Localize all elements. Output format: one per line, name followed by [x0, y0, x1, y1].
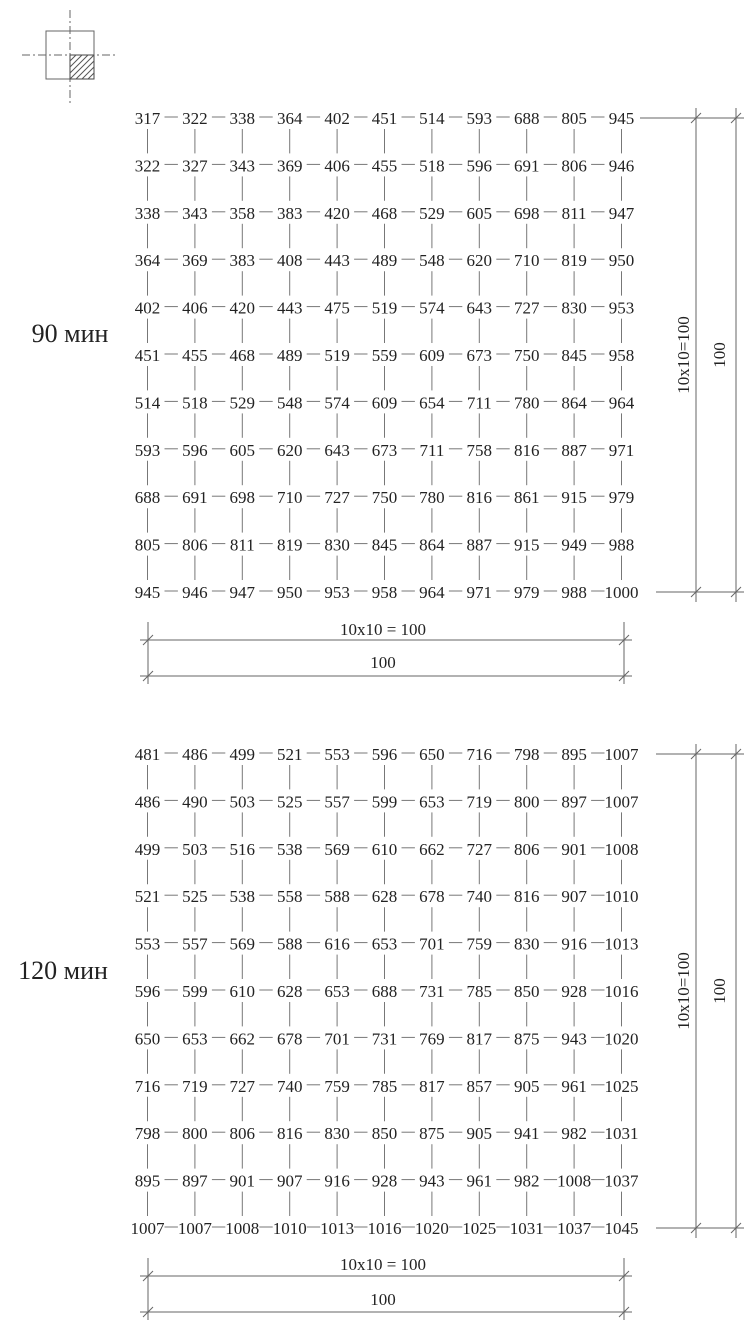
temperature-value: 662	[419, 839, 445, 859]
temperature-value: 946	[182, 583, 208, 602]
dimension-label: 100	[710, 342, 729, 368]
temperature-value: 941	[513, 1124, 540, 1144]
temperature-value: 451	[371, 109, 398, 128]
temperature-value: 653	[371, 934, 398, 954]
temperature-value: 780	[513, 393, 540, 413]
temperature-value: 800	[182, 1124, 208, 1144]
temperature-value: 727	[513, 298, 540, 318]
temperature-value: 643	[324, 440, 350, 460]
temperature-value: 943	[419, 1171, 445, 1191]
temperature-value: 327	[182, 156, 208, 176]
temperature-value: 950	[608, 251, 635, 271]
temperature-value: 895	[134, 1171, 161, 1191]
temperature-value: 662	[229, 1029, 256, 1049]
temperature-value: 610	[229, 982, 256, 1001]
temperature-value: 557	[324, 792, 350, 812]
horizontal-dimension-outer	[140, 648, 632, 684]
temperature-value: 620	[276, 440, 303, 460]
temperature-value: 588	[324, 887, 350, 907]
temperature-value: 816	[466, 488, 493, 508]
temperature-value: 322	[134, 156, 161, 176]
temperature-value: 698	[513, 203, 540, 223]
quarter-hatch-icon	[70, 55, 94, 79]
temperature-value: 711	[419, 440, 445, 460]
temperature-value: 499	[134, 839, 161, 859]
temperature-value: 915	[513, 535, 540, 555]
temperature-value: 678	[419, 887, 445, 907]
temperature-value: 514	[134, 393, 161, 413]
temperature-value: 596	[466, 156, 493, 176]
temperature-value: 525	[182, 887, 208, 907]
temperature-value: 988	[608, 535, 635, 555]
temperature-value: 798	[134, 1124, 161, 1144]
temperature-value: 701	[419, 934, 445, 954]
temperature-value: 731	[419, 982, 445, 1001]
temperature-value: 750	[371, 488, 398, 508]
temperature-value: 455	[371, 156, 398, 176]
temperature-value: 628	[371, 887, 398, 907]
temperature-value: 654	[419, 393, 445, 413]
temperature-value: 769	[419, 1029, 445, 1049]
temperature-value: 953	[608, 298, 635, 318]
temperature-value: 653	[324, 982, 350, 1001]
temperature-value: 538	[229, 887, 256, 907]
temperature-value: 610	[371, 839, 398, 859]
temperature-value: 557	[182, 934, 208, 954]
temperature-value: 830	[513, 934, 540, 954]
temperature-value: 420	[229, 298, 256, 318]
temperature-value: 688	[134, 488, 161, 508]
temperature-value: 961	[466, 1171, 493, 1191]
temperature-value: 599	[371, 792, 398, 812]
temperature-value: 574	[324, 393, 350, 413]
temperature-value: 727	[229, 1076, 256, 1096]
temperature-value: 916	[561, 934, 587, 954]
temperature-value: 317	[134, 109, 161, 128]
temperature-value: 1007	[177, 1219, 212, 1238]
temperature-value: 875	[513, 1029, 540, 1049]
temperature-value: 516	[229, 839, 256, 859]
temperature-value: 691	[513, 156, 540, 176]
temperature-value: 599	[182, 982, 208, 1001]
panel-120-min	[18, 744, 744, 1320]
temperature-value: 785	[466, 982, 493, 1001]
temperature-value: 628	[276, 982, 303, 1001]
temperature-value: 698	[229, 488, 256, 508]
temperature-value: 1007	[130, 1219, 165, 1238]
temperature-value: 559	[371, 346, 398, 365]
vertical-dimension-outer	[706, 744, 744, 1238]
temperature-value: 1037	[604, 1171, 639, 1191]
temperature-value: 1008	[225, 1219, 260, 1238]
temperature-value: 897	[182, 1171, 208, 1191]
temperature-value: 402	[324, 109, 350, 128]
temperature-value: 673	[466, 346, 493, 365]
temperature-value: 593	[134, 440, 161, 460]
temperature-value: 905	[513, 1076, 540, 1096]
temperature-grid	[131, 745, 640, 1238]
temperature-value: 817	[419, 1076, 445, 1096]
temperature-value: 897	[561, 792, 587, 812]
temperature-value: 402	[134, 298, 161, 318]
temperature-value: 961	[561, 1076, 587, 1096]
temperature-value: 971	[466, 583, 493, 602]
temperature-value: 1031	[604, 1124, 639, 1144]
temperature-value: 364	[134, 251, 161, 271]
temperature-value: 481	[134, 745, 161, 764]
temperature-value: 950	[276, 583, 303, 602]
temperature-value: 727	[466, 839, 493, 859]
temperature-value: 558	[276, 887, 303, 907]
temperature-value: 1016	[367, 1219, 402, 1238]
temperature-value: 369	[276, 156, 303, 176]
temperature-value: 338	[229, 109, 256, 128]
temperature-value: 609	[371, 393, 398, 413]
temperature-value: 383	[276, 203, 303, 223]
temperature-value: 553	[134, 934, 161, 954]
temperature-value: 605	[466, 203, 493, 223]
temperature-value: 845	[371, 535, 398, 555]
temperature-value: 915	[561, 488, 587, 508]
temperature-value: 816	[513, 440, 540, 460]
temperature-value: 800	[513, 792, 540, 812]
temperature-value: 593	[466, 109, 493, 128]
temperature-value: 1013	[604, 934, 639, 954]
temperature-value: 596	[134, 982, 161, 1001]
temperature-value: 369	[182, 251, 208, 271]
temperature-value: 845	[561, 346, 587, 365]
temperature-value: 514	[419, 109, 445, 128]
temperature-value: 1010	[272, 1219, 307, 1238]
temperature-value: 538	[276, 839, 303, 859]
temperature-value: 338	[134, 203, 161, 223]
temperature-value: 895	[561, 745, 587, 764]
horizontal-dimension-inner	[140, 620, 632, 648]
temperature-value: 489	[276, 346, 303, 365]
temperature-value: 946	[608, 156, 635, 176]
temperature-value: 518	[182, 393, 208, 413]
temperature-value: 451	[134, 346, 161, 365]
temperature-value: 1007	[604, 792, 639, 812]
temperature-value: 887	[561, 440, 587, 460]
temperature-value: 953	[324, 583, 350, 602]
temperature-value: 901	[561, 839, 587, 859]
temperature-value: 406	[182, 298, 208, 318]
temperature-value: 964	[608, 393, 635, 413]
temperature-value: 358	[229, 203, 256, 223]
temperature-value: 518	[419, 156, 445, 176]
temperature-value: 971	[608, 440, 635, 460]
temperature-value: 958	[371, 583, 398, 602]
temperature-value: 1020	[414, 1219, 449, 1238]
temperature-value: 740	[466, 887, 493, 907]
temperature-value: 519	[324, 346, 350, 365]
temperature-value: 1037	[557, 1219, 592, 1238]
temperature-value: 691	[182, 488, 208, 508]
temperature-value: 620	[466, 251, 493, 271]
temperature-value: 830	[324, 535, 350, 555]
temperature-value: 1031	[509, 1219, 544, 1238]
temperature-value: 759	[466, 934, 493, 954]
temperature-value: 759	[324, 1076, 350, 1096]
horizontal-dimension-inner	[140, 1255, 632, 1284]
temperature-value: 949	[561, 535, 587, 555]
temperature-value: 364	[276, 109, 303, 128]
temperature-value: 1045	[604, 1219, 639, 1238]
temperature-value: 710	[276, 488, 303, 508]
temperature-value: 945	[608, 109, 635, 128]
temperature-value: 805	[134, 535, 161, 555]
temperature-value: 486	[182, 745, 208, 764]
temperature-value: 519	[371, 298, 398, 318]
temperature-value: 443	[324, 251, 350, 271]
temperature-value: 861	[513, 488, 540, 508]
temperature-value: 719	[466, 792, 493, 812]
temperature-value: 830	[561, 298, 587, 318]
temperature-value: 383	[229, 251, 256, 271]
temperature-value: 945	[134, 583, 161, 602]
temperature-value: 503	[182, 839, 208, 859]
section-key-icon	[22, 10, 118, 104]
temperature-value: 982	[561, 1124, 587, 1144]
temperature-value: 716	[134, 1076, 161, 1096]
temperature-value: 529	[229, 393, 256, 413]
temperature-value: 947	[608, 203, 635, 223]
temperature-value: 1000	[604, 583, 639, 602]
temperature-value: 443	[276, 298, 303, 318]
dimension-label: 10x10=100	[674, 952, 693, 1030]
temperature-value: 468	[371, 203, 398, 223]
panel-time-label: 90 мин	[31, 319, 109, 348]
temperature-value: 727	[324, 488, 350, 508]
vertical-dimension-inner	[640, 108, 706, 602]
temperature-value: 609	[419, 346, 445, 365]
temperature-value: 1025	[462, 1219, 497, 1238]
temperature-value: 901	[229, 1171, 256, 1191]
temperature-value: 979	[513, 583, 540, 602]
temperature-grid	[135, 109, 639, 602]
temperature-value: 548	[276, 393, 303, 413]
temperature-value: 486	[134, 792, 161, 812]
temperature-value: 982	[513, 1171, 540, 1191]
temperature-value: 688	[371, 982, 398, 1001]
dimension-label: 100	[710, 978, 729, 1004]
temperature-value: 688	[513, 109, 540, 128]
temperature-value: 343	[182, 203, 208, 223]
vertical-dimension-outer	[706, 108, 744, 602]
temperature-value: 857	[466, 1076, 493, 1096]
temperature-value: 408	[276, 251, 303, 271]
dimension-label: 100	[370, 653, 396, 672]
temperature-value: 785	[371, 1076, 398, 1096]
temperature-value: 958	[608, 346, 635, 365]
temperature-value: 1016	[604, 982, 639, 1001]
temperature-value: 322	[182, 109, 208, 128]
temperature-value: 605	[229, 440, 256, 460]
temperature-value: 806	[561, 156, 587, 176]
temperature-value: 548	[419, 251, 445, 271]
temperature-value: 525	[276, 792, 303, 812]
temperature-value: 650	[419, 745, 445, 764]
temperature-value: 653	[419, 792, 445, 812]
temperature-value: 830	[324, 1124, 350, 1144]
temperature-value: 490	[182, 792, 208, 812]
temperature-value: 798	[513, 745, 540, 764]
temperature-value: 816	[513, 887, 540, 907]
temperature-value: 731	[371, 1029, 398, 1049]
temperature-value: 596	[182, 440, 208, 460]
temperature-value: 343	[229, 156, 256, 176]
temperature-value: 816	[276, 1124, 303, 1144]
temperature-value: 616	[324, 934, 350, 954]
temperature-value: 553	[324, 745, 350, 764]
temperature-value: 406	[324, 156, 350, 176]
temperature-value: 643	[466, 298, 493, 318]
temperature-value: 716	[466, 745, 493, 764]
temperature-value: 468	[229, 346, 256, 365]
temperature-value: 907	[276, 1171, 303, 1191]
dimension-label: 100	[370, 1290, 396, 1309]
temperature-value: 503	[229, 792, 256, 812]
temperature-value: 947	[229, 583, 256, 602]
temperature-value: 569	[324, 839, 350, 859]
temperature-value: 673	[371, 440, 398, 460]
temperature-value: 805	[561, 109, 587, 128]
dimension-label: 10x10 = 100	[339, 1255, 427, 1274]
temperature-value: 758	[466, 440, 493, 460]
temperature-value: 964	[419, 583, 445, 602]
temperature-value: 653	[182, 1029, 208, 1049]
temperature-value: 864	[419, 535, 445, 555]
temperature-value: 1020	[604, 1029, 639, 1049]
temperature-value: 678	[276, 1029, 303, 1049]
temperature-value: 819	[561, 251, 587, 271]
temperature-value: 864	[561, 393, 587, 413]
temperature-value: 875	[419, 1124, 445, 1144]
temperature-value: 489	[371, 251, 398, 271]
temperature-value: 988	[561, 583, 587, 602]
temperature-value: 806	[182, 535, 208, 555]
temperature-value: 1008	[604, 839, 639, 859]
temperature-value: 806	[513, 839, 540, 859]
vertical-dimension-inner	[656, 744, 706, 1238]
temperature-value: 1025	[604, 1076, 639, 1096]
temperature-value: 740	[276, 1076, 303, 1096]
temperature-value: 588	[276, 934, 303, 954]
temperature-value: 574	[419, 298, 445, 318]
temperature-value: 819	[276, 535, 303, 555]
temperature-value: 928	[561, 982, 587, 1001]
temperature-value: 569	[229, 934, 256, 954]
temperature-value: 811	[561, 203, 587, 223]
temperature-value: 811	[229, 535, 255, 555]
temperature-value: 475	[324, 298, 350, 318]
temperature-value: 529	[419, 203, 445, 223]
temperature-value: 850	[513, 982, 540, 1001]
temperature-value: 650	[134, 1029, 161, 1049]
temperature-value: 711	[466, 393, 492, 413]
dimension-label: 10x10 = 100	[339, 620, 427, 639]
temperature-value: 719	[182, 1076, 208, 1096]
temperature-value: 1008	[557, 1171, 592, 1191]
temperature-value: 916	[324, 1171, 350, 1191]
temperature-value: 850	[371, 1124, 398, 1144]
temperature-value: 817	[466, 1029, 493, 1049]
temperature-value: 521	[276, 745, 303, 764]
temperature-value: 710	[513, 251, 540, 271]
temperature-value: 455	[182, 346, 208, 365]
temperature-value: 907	[561, 887, 587, 907]
temperature-value: 806	[229, 1124, 256, 1144]
temperature-value: 905	[466, 1124, 493, 1144]
temperature-value: 1007	[604, 745, 639, 764]
temperature-value: 420	[324, 203, 350, 223]
temperature-value: 928	[371, 1171, 398, 1191]
temperature-value: 499	[229, 745, 256, 764]
temperature-value: 943	[561, 1029, 587, 1049]
temperature-value: 521	[134, 887, 161, 907]
panel-time-label: 120 мин	[18, 956, 108, 985]
temperature-value: 701	[324, 1029, 350, 1049]
panel-90-min	[32, 108, 744, 684]
temperature-value: 596	[371, 745, 398, 764]
temperature-value: 780	[419, 488, 445, 508]
temperature-value: 750	[513, 346, 540, 365]
horizontal-dimension-outer	[140, 1284, 632, 1320]
temperature-value: 979	[608, 488, 635, 508]
temperature-value: 887	[466, 535, 493, 555]
temperature-value: 1013	[320, 1219, 355, 1238]
temperature-value: 1010	[604, 887, 639, 907]
dimension-label: 10x10=100	[674, 316, 693, 394]
